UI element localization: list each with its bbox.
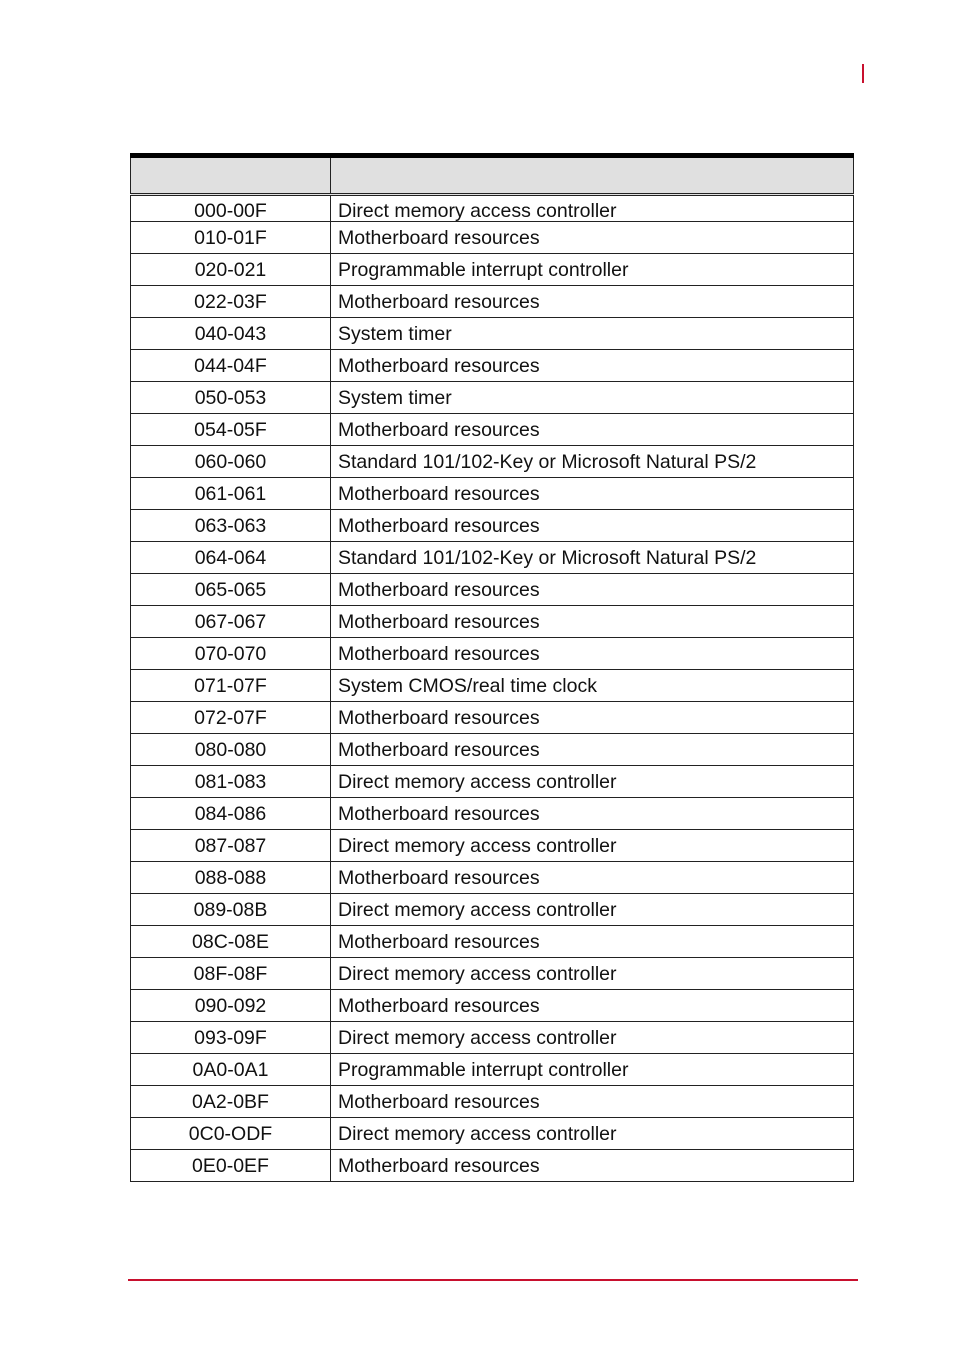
table-row	[131, 958, 854, 990]
io-address-table	[130, 153, 854, 1182]
io-address-cell: 072-07F	[131, 702, 331, 734]
device-description-cell: Motherboard resources	[331, 862, 854, 894]
table-row	[131, 195, 854, 222]
table-header-row	[131, 156, 854, 195]
io-address-cell: 084-086	[131, 798, 331, 830]
table-row	[131, 478, 854, 510]
footer-rule	[128, 1279, 858, 1281]
table-row	[131, 734, 854, 766]
table-row	[131, 606, 854, 638]
table-row	[131, 1054, 854, 1086]
device-description-cell: System timer	[331, 318, 854, 350]
table-row	[131, 990, 854, 1022]
table-row	[131, 254, 854, 286]
table-row	[131, 414, 854, 446]
table-row	[131, 638, 854, 670]
io-address-cell: 000-00F	[131, 195, 331, 222]
table-row	[131, 1086, 854, 1118]
device-description-cell: Motherboard resources	[331, 606, 854, 638]
io-address-cell: 08F-08F	[131, 958, 331, 990]
io-address-cell: 063-063	[131, 510, 331, 542]
table-row	[131, 286, 854, 318]
device-description-cell: Motherboard resources	[331, 222, 854, 254]
io-address-cell: 064-064	[131, 542, 331, 574]
io-address-cell: 054-05F	[131, 414, 331, 446]
device-description-cell: Direct memory access controller	[331, 1118, 854, 1150]
io-address-cell: 089-08B	[131, 894, 331, 926]
table-row	[131, 1118, 854, 1150]
device-description-cell: System CMOS/real time clock	[331, 670, 854, 702]
device-description-cell: Motherboard resources	[331, 926, 854, 958]
io-address-cell: 0C0-ODF	[131, 1118, 331, 1150]
device-description-cell: Direct memory access controller	[331, 958, 854, 990]
device-description-cell: Motherboard resources	[331, 478, 854, 510]
io-address-cell: 087-087	[131, 830, 331, 862]
device-description-cell: Motherboard resources	[331, 798, 854, 830]
io-address-cell: 065-065	[131, 574, 331, 606]
io-address-cell: 0A2-0BF	[131, 1086, 331, 1118]
io-address-cell: 040-043	[131, 318, 331, 350]
table-row	[131, 1150, 854, 1182]
device-description-cell: Direct memory access controller	[331, 766, 854, 798]
io-address-cell: 093-09F	[131, 1022, 331, 1054]
io-address-cell: 020-021	[131, 254, 331, 286]
io-address-cell: 050-053	[131, 382, 331, 414]
table-row	[131, 318, 854, 350]
device-description-cell: Motherboard resources	[331, 1086, 854, 1118]
page-edge-marker	[862, 64, 864, 83]
device-description-cell: Standard 101/102-Key or Microsoft Natural PS/2	[331, 446, 854, 478]
device-description-cell: Motherboard resources	[331, 510, 854, 542]
device-description-cell: Programmable interrupt controller	[331, 1054, 854, 1086]
device-description-cell: System timer	[331, 382, 854, 414]
device-description-cell: Motherboard resources	[331, 638, 854, 670]
io-address-cell: 044-04F	[131, 350, 331, 382]
table-row	[131, 926, 854, 958]
table-row	[131, 670, 854, 702]
io-address-cell: 070-070	[131, 638, 331, 670]
table-body	[131, 195, 854, 1182]
io-address-cell: 088-088	[131, 862, 331, 894]
io-address-cell: 08C-08E	[131, 926, 331, 958]
io-address-cell: 067-067	[131, 606, 331, 638]
io-address-cell: 0A0-0A1	[131, 1054, 331, 1086]
io-address-cell: 071-07F	[131, 670, 331, 702]
io-address-cell: 081-083	[131, 766, 331, 798]
device-description-cell: Motherboard resources	[331, 414, 854, 446]
table-row	[131, 350, 854, 382]
device-description-cell: Direct memory access controller	[331, 894, 854, 926]
device-description-cell: Motherboard resources	[331, 990, 854, 1022]
device-description-cell: Motherboard resources	[331, 574, 854, 606]
io-address-cell: 061-061	[131, 478, 331, 510]
device-description-cell: Programmable interrupt controller	[331, 254, 854, 286]
device-description-cell: Direct memory access controller	[331, 1022, 854, 1054]
table-row	[131, 382, 854, 414]
table-row	[131, 542, 854, 574]
device-description-cell: Standard 101/102-Key or Microsoft Natural PS/2	[331, 542, 854, 574]
device-description-cell: Motherboard resources	[331, 350, 854, 382]
device-description-cell: Direct memory access controller	[331, 830, 854, 862]
io-address-cell: 022-03F	[131, 286, 331, 318]
device-description-cell: Motherboard resources	[331, 1150, 854, 1182]
device-description-cell: Motherboard resources	[331, 734, 854, 766]
table-row	[131, 446, 854, 478]
io-address-cell: 010-01F	[131, 222, 331, 254]
table-row	[131, 510, 854, 542]
header-description	[331, 156, 854, 195]
io-address-cell: 090-092	[131, 990, 331, 1022]
table-row	[131, 798, 854, 830]
table-row	[131, 766, 854, 798]
device-description-cell: Motherboard resources	[331, 702, 854, 734]
io-address-cell: 0E0-0EF	[131, 1150, 331, 1182]
device-description-cell: Motherboard resources	[331, 286, 854, 318]
table-row	[131, 222, 854, 254]
table-row	[131, 830, 854, 862]
table-row	[131, 702, 854, 734]
table-row	[131, 894, 854, 926]
io-address-cell: 060-060	[131, 446, 331, 478]
device-description-cell: Direct memory access controller	[331, 195, 854, 222]
header-address	[131, 156, 331, 195]
table-row	[131, 1022, 854, 1054]
table-row	[131, 862, 854, 894]
io-address-cell: 080-080	[131, 734, 331, 766]
table-row	[131, 574, 854, 606]
